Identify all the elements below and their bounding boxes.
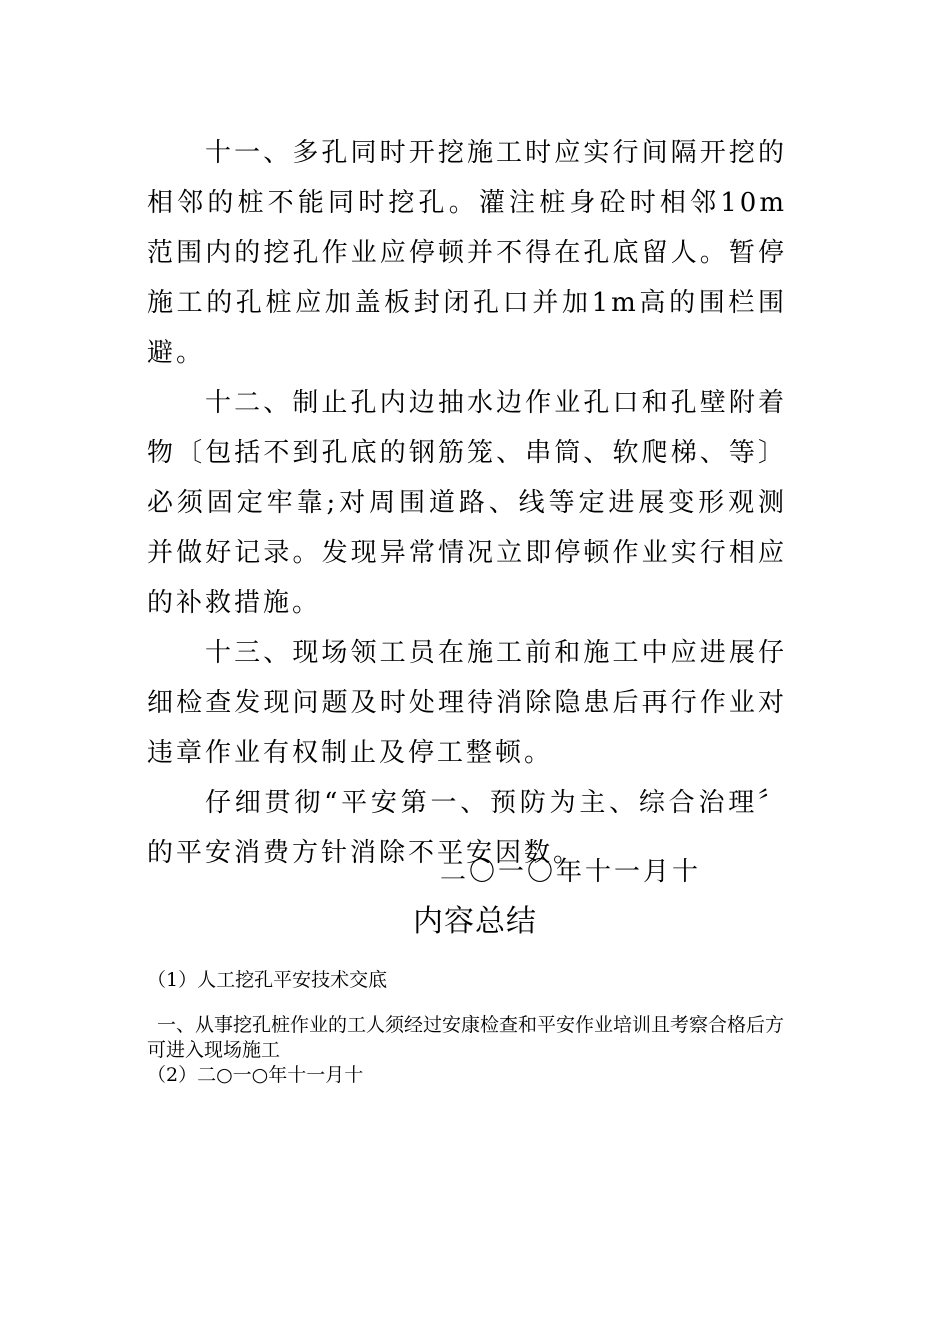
document-body: [147, 128, 787, 878]
paragraph-13: 十三、现场领工员在施工前和施工中应进展仔细检查发现问题及时处理待消除隐患后再行作业对违章作业有权制止及停工整顿。: [147, 638, 787, 768]
document-date: 二〇一〇年十一月十: [440, 857, 702, 887]
summary-item-1-body: 一、从事挖孔桩作业的工人须经过安康检查和平安作业培训且考察合格后方可进入现场施工: [147, 1014, 785, 1061]
paragraph-11: 十一、多孔同时开挖施工时应实行间隔开挖的相邻的桩不能同时挖孔。灌注桩身砼时相邻10m范围内的挖孔作业应停顿并不得在孔底留人。暂停施工的孔桩应加盖板封闭孔口并加1m高的围栏围避。: [147, 138, 787, 368]
summary-item-2: （2）二○一○年十一月十: [147, 1064, 364, 1086]
summary-section: [147, 968, 792, 1088]
summary-item-1: （1）人工挖孔平安技术交底: [147, 969, 388, 991]
paragraph-closing: 仔细贯彻“平安第一、预防为主、综合治理〞的平安消费方针消除不平安因数。: [147, 788, 787, 868]
paragraph-12: 十二、制止孔内边抽水边作业孔口和孔壁附着物〔包括不到孔底的钢筋笼、串筒、软爬梯、等〕必须固定牢靠;对周围道路、线等定进展变形观测并做好记录。发现异常情况立即停顿作业实行相应的补救措施。: [147, 388, 787, 618]
summary-title: 内容总结: [413, 904, 537, 939]
